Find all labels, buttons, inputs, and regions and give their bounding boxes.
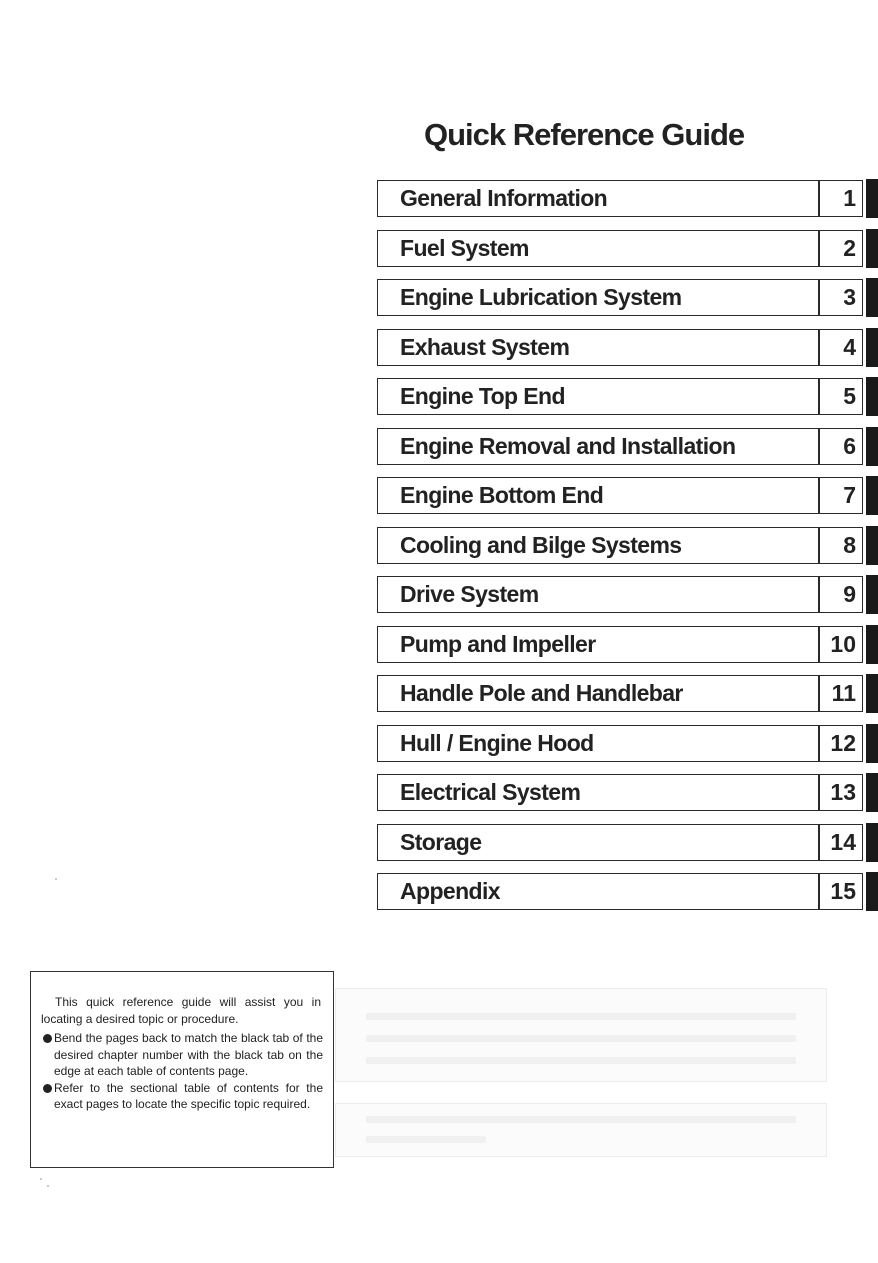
chapter-number: 11 [831,680,856,706]
chapter-title-box[interactable] [377,230,819,267]
chapter-number-box[interactable] [819,428,863,465]
chapter-number: 4 [843,334,856,360]
chapter-title: Engine Lubrication System [400,284,682,310]
chapter-title: Cooling and Bilge Systems [400,532,682,558]
chapter-number-box[interactable] [819,675,863,712]
chapter-number: 13 [830,779,856,805]
chapter-title: Fuel System [400,235,529,261]
usage-note-bullets [41,1030,323,1113]
show-through-block [335,988,827,1082]
black-edge-tab [866,575,878,614]
chapter-number: 6 [843,433,856,459]
chapter-title: Engine Bottom End [400,482,604,508]
usage-note-intro: This quick reference guide will assist you in locating a desired topic or procedure. [41,995,321,1026]
show-through-line [366,1136,486,1143]
chapter-row[interactable] [377,230,878,267]
chapter-number: 8 [843,532,856,558]
chapter-title: General Information [400,185,608,211]
chapter-number-box[interactable] [819,576,863,613]
chapter-row[interactable] [377,774,878,811]
chapter-title: Hull / Engine Hood [400,730,594,756]
chapter-number-box[interactable] [819,725,863,762]
chapter-number-box[interactable] [819,230,863,267]
chapter-number: 2 [843,235,856,261]
chapter-title-box[interactable] [377,626,819,663]
black-edge-tab [866,773,878,812]
chapter-number-box[interactable] [819,626,863,663]
chapter-row[interactable] [377,824,878,861]
chapter-row[interactable] [377,279,878,316]
chapter-title: Handle Pole and Handlebar [400,680,683,706]
black-edge-tab [866,377,878,416]
black-edge-tab [866,625,878,664]
chapter-row[interactable] [377,428,878,465]
chapter-title: Pump and Impeller [400,631,596,657]
black-edge-tab [866,872,878,911]
chapter-number-box[interactable] [819,329,863,366]
black-edge-tab [866,476,878,515]
show-through-line [366,1035,796,1042]
chapter-title: Engine Removal and Installation [400,433,736,459]
chapter-number-box[interactable] [819,527,863,564]
chapter-title-box[interactable] [377,824,819,861]
chapter-title-box[interactable] [377,428,819,465]
paper-speck [55,878,57,880]
chapter-number: 5 [843,383,856,409]
show-through-line [366,1057,796,1064]
chapter-number-box[interactable] [819,477,863,514]
chapter-number: 9 [843,581,856,607]
chapter-number: 7 [843,482,856,508]
black-edge-tab [866,674,878,713]
chapter-row[interactable] [377,626,878,663]
black-edge-tab [866,328,878,367]
chapter-number: 12 [830,730,856,756]
black-edge-tab [866,823,878,862]
chapter-title-box[interactable] [377,675,819,712]
chapter-title-box[interactable] [377,477,819,514]
chapter-title: Drive System [400,581,539,607]
chapter-row[interactable] [377,477,878,514]
chapter-number: 1 [843,185,856,211]
show-through-block [335,1103,827,1157]
chapter-title: Exhaust System [400,334,570,360]
bullet-icon [43,1084,52,1093]
paper-speck [40,1178,42,1180]
usage-note-bullet-text: Bend the pages back to match the black tab of the desired chapter number with the black tab on the edge at each table of contents page. [54,1031,323,1078]
chapter-row[interactable] [377,725,878,762]
chapter-number-box[interactable] [819,824,863,861]
black-edge-tab [866,427,878,466]
chapter-title-box[interactable] [377,279,819,316]
chapter-title: Appendix [400,878,500,904]
chapter-row[interactable] [377,576,878,613]
chapter-title-box[interactable] [377,576,819,613]
chapter-title-box[interactable] [377,180,819,217]
show-through-line [366,1013,796,1020]
chapter-title-box[interactable] [377,329,819,366]
chapter-number-box[interactable] [819,873,863,910]
usage-note-bullet [41,1030,323,1080]
usage-note-box [30,971,334,1168]
black-edge-tab [866,526,878,565]
chapter-number-box[interactable] [819,180,863,217]
chapter-row[interactable] [377,873,878,910]
chapter-number: 3 [843,284,856,310]
usage-note-bullet [41,1080,323,1113]
chapter-title-box[interactable] [377,873,819,910]
black-edge-tab [866,229,878,268]
chapter-title-box[interactable] [377,725,819,762]
black-edge-tab [866,179,878,218]
chapter-title: Storage [400,829,482,855]
chapter-number: 15 [830,878,856,904]
chapter-row[interactable] [377,378,878,415]
chapter-title: Electrical System [400,779,581,805]
page-title: Quick Reference Guide [424,117,745,152]
show-through-line [366,1116,796,1123]
black-edge-tab [866,724,878,763]
chapter-title-box[interactable] [377,774,819,811]
black-edge-tab [866,278,878,317]
usage-note-bullet-text: Refer to the sectional table of contents for the exact pages to locate the specific topic required. [54,1080,323,1111]
chapter-title-box[interactable] [377,378,819,415]
chapter-number: 14 [830,829,856,855]
bullet-icon [43,1034,52,1043]
chapter-number: 10 [830,631,856,657]
chapter-number-box[interactable] [819,279,863,316]
chapter-title: Engine Top End [400,383,565,409]
chapter-number-box[interactable] [819,774,863,811]
chapter-row[interactable] [377,329,878,366]
chapter-row[interactable] [377,527,878,564]
chapter-row[interactable] [377,180,878,217]
paper-speck [47,1185,49,1187]
chapter-row[interactable] [377,675,878,712]
chapter-title-box[interactable] [377,527,819,564]
chapter-number-box[interactable] [819,378,863,415]
